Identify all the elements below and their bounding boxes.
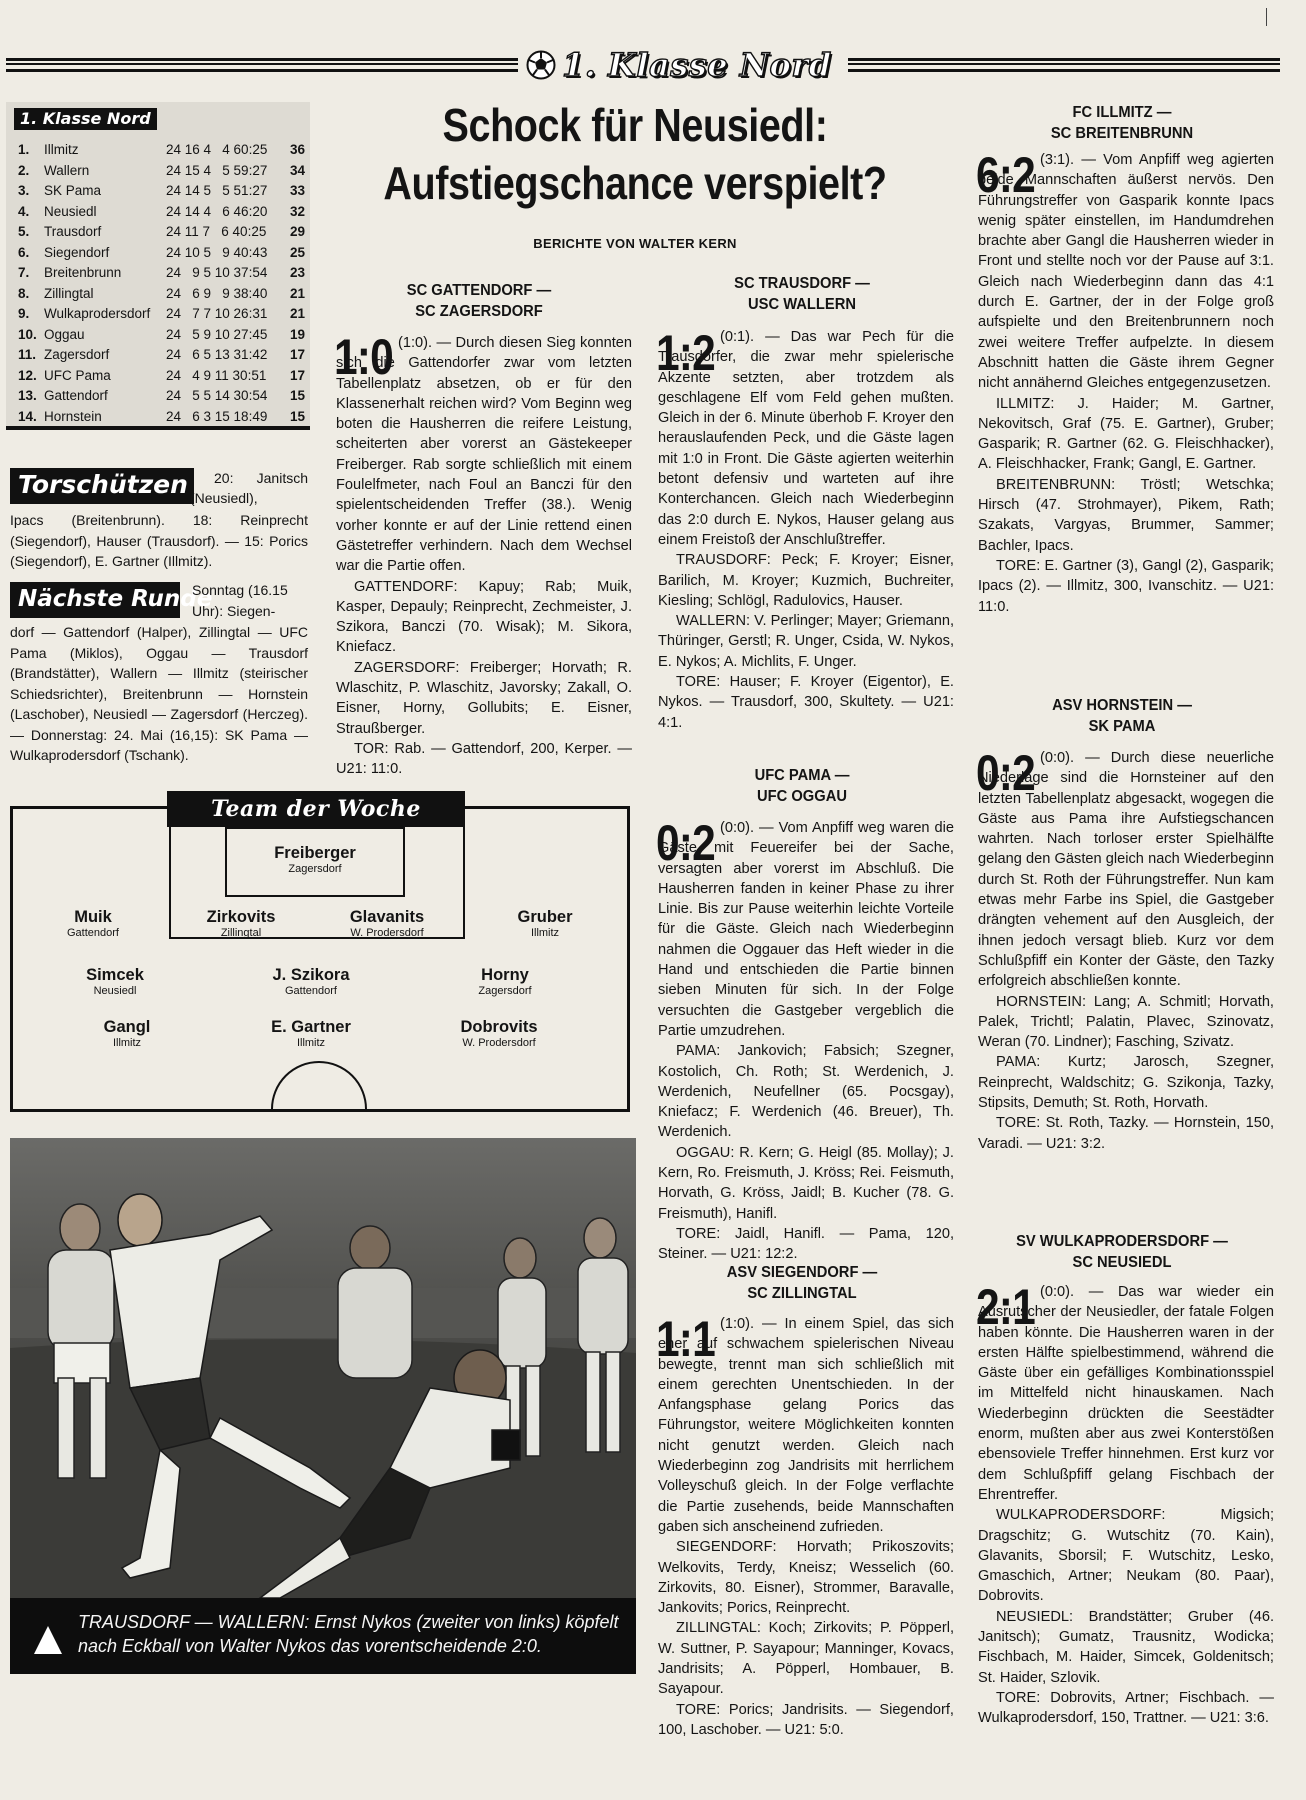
next-round-text: dorf — Gattendorf (Halper), Zillingtal — UFC Pama (Miklos), Oggau — Trausdorf (Brandstätter), Wallern — Illmitz (steirischer Schiedsrichter), Breitenbrunn — Hornstein (Laschober), Neusiedl — Zagersdorf (Herczeg). — Donnerstag: 24. Mai (16,15): SK Pama — Wulkaprodersdorf (Tschank).: [10, 624, 308, 763]
standings-stats: 24 6 5 13 31:42: [166, 347, 268, 362]
player-name: Muik: [74, 908, 112, 926]
standings-rank: 5.: [18, 224, 30, 239]
standings-team: SK Pama: [44, 183, 102, 198]
next-round-label: Nächste Runde: [10, 582, 180, 618]
standings-points: 17: [290, 347, 306, 362]
standings-points: 21: [290, 285, 306, 301]
match-goals: TORE: Hauser; F. Kroyer (Eigentor), E. Nykos. — Trausdorf, 300, Skultety. — U21: 4:1.: [658, 674, 954, 731]
standings-stats: 24 5 5 14 30:54: [166, 388, 268, 403]
section-banner: [6, 48, 1280, 82]
match-report-siegendorf: [656, 1311, 954, 1740]
standings-rank: 14.: [18, 408, 37, 424]
match-report-text: (3:1). — Vom Anpfiff weg agierten beide Mannschaften äußerst nervös. Den Führungstreffer von Gasparik konnte Ipacs wenig später einstellen, im Handumdrehen brachte aber Gangl die Hausherren wieder in Front und stellte noch vor der Pause auf 3:1. Gleich nach Wiederbeginn dann das 4:1 durch E. Gartner, der in der Folge groß aufspielte und den Breitenbrunnern noch zwei weitere Treffer aufpelzte. In diesem Abschnitt hatten die Gäste ihrem Gegner nicht annähernd Gleiches entgegenzusetzen.: [978, 152, 1274, 392]
match-goals: TORE: Porics; Jandrisits. — Siegendorf, 100, Laschober. — U21: 5:0.: [658, 1701, 954, 1738]
scorers-part2: Janitsch: [256, 470, 308, 486]
match-home: ASV SIEGENDORF —: [726, 1264, 878, 1281]
standings-title: 1. Klasse Nord: [14, 108, 157, 130]
standings-row: [18, 263, 308, 283]
player-name: Glavanits: [349, 908, 425, 926]
player-name: Freiberger: [274, 844, 356, 862]
player-club: Gattendorf: [67, 927, 119, 939]
standings-row: [18, 181, 308, 201]
byline: BERICHTE VON WALTER KERN: [533, 236, 737, 251]
player-club: Gattendorf: [285, 985, 337, 997]
match-report-text: (1:0). — In einem Spiel, das sich eher auf schwachem spielerischen Niveau bewegte, trennt man sich schließlich mit einem gerechten Unentschieden. In der Anfangsphase gelang Porics das Führungstor, weitere Möglichkeiten konnten nicht genutzt werden. Gleich nach Wiederbeginn zog Jandrisits mit herrlichem Volleyschuß gleich. In der Folge verflachte die Partie zusehends, beide Mannschaften gaben sich anscheinend zufrieden.: [658, 1316, 954, 1535]
standings-row: [18, 222, 308, 242]
standings-rank: 3.: [18, 183, 30, 198]
standings-team: Oggau: [44, 326, 85, 342]
match-lineup-away: ZAGERSDORF: Freiberger; Horvath; R. Wlaschitz, P. Wlaschitz, Javorsky; Zakall, O. Eisner, Horny, Gollubits; E. Eisner, Straußberger.: [336, 659, 632, 737]
match-report-trausdorf: [658, 327, 954, 733]
match-score: 1:2: [656, 325, 715, 381]
player-card: [235, 843, 395, 876]
standings-row: [18, 304, 308, 324]
standings-stats: 24 11 7 6 40:25: [166, 224, 267, 239]
standings-rank: 13.: [18, 388, 37, 403]
photo-caption: [10, 1598, 636, 1674]
player-club: W. Prodersdorf: [350, 927, 424, 939]
standings-team: UFC Pama: [44, 367, 111, 383]
next-round-side1: Sonntag (16.15: [192, 582, 288, 598]
standings-row: [18, 345, 308, 365]
player-name: Zirkovits: [206, 908, 276, 926]
player-card: [425, 965, 585, 998]
match-report-wulkaprodersdorf: [976, 1279, 1274, 1729]
next-round-side: [192, 580, 308, 621]
football-icon: [526, 50, 556, 80]
match-goals: TORE: Dobrovits, Artner; Fischbach. — Wulkaprodersdorf, 150, Trattner. — U21: 3:6.: [978, 1689, 1274, 1727]
match-home: ASV HORNSTEIN —: [1052, 697, 1192, 714]
scorers-part3: (Neusiedl),: [190, 490, 258, 506]
standings-stats: 24 14 5 5 51:27: [166, 183, 268, 198]
standings-points: 29: [290, 224, 306, 239]
match-title-siegendorf: [664, 1262, 940, 1304]
standings-rank: 10.: [18, 326, 37, 342]
next-round-side2: Uhr): Siegen-: [192, 602, 276, 619]
standings-team: Zillingtal: [44, 285, 94, 301]
match-away: USC WALLERN: [748, 296, 856, 313]
player-club: Illmitz: [296, 1037, 326, 1049]
match-home: FC ILLMITZ —: [1072, 104, 1172, 121]
photo-caption-text: TRAUSDORF — WALLERN: Ernst Nykos (zweiter von links) köpfelt nach Eckball von Walter Nykos das vorentscheidende 2:0.: [78, 1612, 619, 1656]
match-score: 1:0: [334, 329, 393, 385]
team-of-week-label: Team der Woche: [167, 791, 465, 827]
standings-row: [18, 386, 308, 406]
section-title: 1. Klasse Nord: [562, 46, 832, 84]
match-home: UFC PAMA —: [754, 767, 850, 784]
standings-row: [18, 407, 308, 427]
player-name: Dobrovits: [460, 1018, 538, 1036]
match-lineup-home: TRAUSDORF: Peck; F. Kroyer; Eisner, Barilich, M. Kroyer; Kuzmich, Buchreiter, Kiesling; Schlögl, Radulovics, Hauser.: [658, 552, 954, 609]
team-of-week-pitch: [10, 796, 630, 1112]
match-lineup-home: ILLMITZ: J. Haider; M. Gartner, Nekovitsch, Graf (75. E. Gartner), Gruber; Gasparik; R. Gartner (62. G. Fleischhacker), A. Fleischhacker, Frank; Gangl, E. Gartner.: [978, 395, 1274, 473]
standings-team: Breitenbrunn: [44, 265, 122, 280]
player-club: Zillingtal: [220, 927, 262, 939]
standings-team: Wallern: [44, 162, 90, 178]
standings-row: [18, 366, 308, 386]
triangle-up-icon: [34, 1626, 62, 1654]
standings-row: [18, 325, 308, 345]
match-title-trausdorf: [664, 273, 940, 315]
standings-stats: 24 9 5 10 37:54: [166, 265, 268, 280]
match-report-text: (0:1). — Das war Pech für die Trausdorfer, die zwar mehr spielerische Akzente setzten, aber trotzdem als geschlagene Elf vom Feld gehen mußten. Gleich in der 6. Minute überhob F. Kroyer den herauslaufenden Peck, und die Gäste lagen mit 1:0 in Front. Die Gäste agierten weiterhin betont defensiv und warteten auf ihre Konterchancen. Gleich nach Wiederbeginn das 2:0 durch E. Nykos, Hauser gelang aus einem Freistoß der Anschlußtreffer.: [658, 329, 954, 548]
match-score: 6:2: [976, 147, 1035, 203]
standings-rank: 8.: [18, 285, 30, 301]
match-lineup-away: NEUSIEDL: Brandstätter; Gruber (46. Janitsch); Gumatz, Trausnitz, Wodicka; Fischbach, M. Haider, Simcek, Goldenitsch; St. Haider, Szlovik.: [978, 1608, 1274, 1686]
standings-points: 23: [290, 265, 306, 280]
match-lineup-home: GATTENDORF: Kapuy; Rab; Muik, Kasper, Depauly; Reinprecht, Zechmeister, J. Szikora, Banczi (70. Wisak); M. Sikora, Kniefacz.: [336, 578, 632, 656]
match-report-illmitz: [976, 147, 1274, 617]
standings-rank: 7.: [18, 265, 30, 280]
standings-stats: 24 15 4 5 59:27: [166, 162, 268, 178]
match-away: SC NEUSIEDL: [1072, 1254, 1172, 1271]
standings-stats: 24 5 9 10 27:45: [166, 326, 268, 342]
match-lineup-away: WALLERN: V. Perlinger; Mayer; Griemann, Thüringer, Gerstl; R. Unger, Csida, W. Nykos, E. Nykos; A. Michlits, F. Unger.: [658, 613, 954, 670]
player-name: Simcek: [86, 966, 144, 984]
standings-stats: 24 6 9 9 38:40: [166, 285, 268, 301]
match-title-illmitz: [984, 102, 1260, 144]
player-name: Horny: [481, 966, 529, 984]
standings-row: [18, 140, 308, 160]
player-club: Zagersdorf: [288, 863, 342, 875]
standings-stats: 24 7 7 10 26:31: [166, 306, 268, 321]
match-lineup-away: ZILLINGTAL: Koch; Zirkovits; P. Pöpperl, W. Suttner, P. Sayapour; Manninger, Kovacs, Jandrisits; A. Pöpperl, Hombauer, B. Sayapour.: [658, 1620, 954, 1698]
standings-points: 17: [290, 367, 306, 383]
match-report-hornstein: [976, 745, 1274, 1154]
match-away: SC BREITENBRUNN: [1050, 125, 1194, 142]
match-score: 1:1: [656, 1311, 715, 1367]
player-club: Neusiedl: [93, 985, 137, 997]
match-report-text: (1:0). — Durch diesen Sieg konnten sich die Gattendorfer zwar vom letzten Tabellenplatz absetzen, ob er für den Klassenerhalt reichen wird? Vom Beginn weg boten die Hausherren die reifere Leistung, scheiterten aber vorerst an Gästekeeper Freiberger. Rab sorgte schließlich mit einem Foulelfmeter, nach Foul an Banczi für den spielentscheidenden Treffer (38.). Wenig vorher konnte er auf der Linie rettend einen Gästetreffer verhindern. Nach dem Wechsel war die Partie offen.: [336, 335, 632, 575]
standings-rank: 6.: [18, 244, 30, 260]
player-card: [231, 965, 391, 998]
match-home: SC GATTENDORF —: [406, 282, 552, 299]
standings-rank: 11.: [18, 347, 37, 362]
standings-points: 21: [290, 306, 306, 321]
scorers-label: Torschützen: [10, 468, 194, 504]
player-card: [231, 1017, 391, 1050]
match-report-text: (0:0). — Vom Anpfiff weg waren die Gäste mit Feuereifer bei der Sache, versagten aber vorerst im Abschluß. Die Hausherren fanden in keiner Phase zu ihrer Linie. Bis zur Pause weiterhin leichte Vorteile für die Gäste. Gleich nach Wiederbeginn nahmen die Oggauer das Heft wieder in die Hand und entschieden die Partie binnen sieben Minuten für sich. In der Folge versuchten die Gastgeber vergeblich die Partie umzudrehen.: [658, 820, 954, 1039]
match-goals: TOR: Rab. — Gattendorf, 200, Kerper. — U21: 11:0.: [336, 740, 632, 778]
player-club: Illmitz: [530, 927, 560, 939]
match-away: SC ZILLINGTAL: [747, 1285, 857, 1302]
match-report-text: (0:0). — Durch diese neuerliche Niederlage sind die Hornsteiner auf den letzten Tabellenplatz abgesackt, wogegen die Gäste aus Pama ihre Aufstiegschancen wahrten. Nach torloser erster Spielhälfte gelang den Gästen gleich nach Wiederbeginn durch St. Roth der Führungstreffer. Nun kam etwas mehr Farbe ins Spiel, die Gastgeber drängten vehement auf den Ausgleich, der ihnen jedoch versagt blieb. Kurz vor dem Schlußpfiff ein Konter der Gäste, den Tazky erfolgreich abschließen konnte.: [978, 750, 1274, 990]
standings-stats: 24 6 3 15 18:49: [166, 408, 268, 424]
headline-line2: Aufstiegschance verspielt?: [383, 157, 887, 209]
match-lineup-home: HORNSTEIN: Lang; A. Schmitl; Horvath, Palek, Trichtl; Palatin, Plavec, Szinovatz, Weran (70. Lindner); Fasching, Szivatz.: [978, 993, 1274, 1051]
scorers-rank-top: [214, 468, 308, 489]
standings-team: Hornstein: [44, 408, 102, 424]
player-club: Zagersdorf: [478, 985, 532, 997]
standings-points: 36: [290, 142, 306, 157]
player-name: Gangl: [103, 1018, 151, 1036]
player-card: [47, 1017, 207, 1050]
player-club: W. Prodersdorf: [462, 1037, 536, 1049]
player-name: J. Szikora: [272, 966, 350, 984]
standings-stats: 24 14 4 6 46:20: [166, 203, 268, 219]
standings-row: [18, 202, 308, 222]
standings-team: Gattendorf: [44, 388, 108, 403]
match-lineup-home: SIEGENDORF: Horvath; Prikoszovits; Welkovits, Terdy, Kneisz; Wesselich (60. Zirkovits, 80. Eisner), Strommer, Baravalle, Jankovits; Porics, Reinprecht.: [658, 1539, 954, 1617]
match-lineup-away: BREITENBRUNN: Tröstl; Wetschka; Hirsch (47. Strohmayer), Pikem, Rath; Szakats, Vargyas, Brummer, Sammer; Bachler, Ipacs.: [978, 476, 1274, 554]
player-card: [419, 1017, 579, 1050]
corner-mark: [1266, 8, 1270, 26]
match-title-pama: [664, 765, 940, 807]
standings-rank: 12.: [18, 367, 37, 383]
scorers-part1: 20:: [214, 470, 234, 486]
banner-rule-right: [848, 58, 1280, 72]
standings-points: 19: [290, 326, 306, 342]
match-score: 0:2: [976, 745, 1035, 801]
match-lineup-home: WULKAPRODERSDORF: Migsich; Dragschitz; G. Wutschitz (70. Kain), Glavanits, Sborsil; F. Wutschitz, Lesko, Gmaschich, Artner; Neukam (80. Paar), Dobrovits.: [978, 1507, 1274, 1605]
standings-team: Zagersdorf: [44, 347, 110, 362]
match-away: UFC OGGAU: [757, 788, 847, 805]
banner-rule-left: [6, 58, 518, 72]
match-away: SC ZAGERSDORF: [415, 303, 543, 320]
headline: [373, 96, 898, 212]
standings-points: 33: [290, 183, 306, 198]
match-report-pama: [656, 815, 954, 1265]
standings-points: 25: [290, 244, 306, 260]
standings-stats: 24 10 5 9 40:43: [166, 244, 268, 260]
match-score: 0:2: [656, 815, 715, 871]
player-name: Gruber: [517, 908, 573, 926]
player-club: Illmitz: [112, 1037, 142, 1049]
standings-team: Illmitz: [44, 142, 79, 157]
standings-row: [18, 284, 308, 304]
match-photo: [10, 1138, 636, 1674]
standings-row: [18, 161, 308, 181]
standings-stats: 24 4 9 11 30:51: [166, 367, 267, 383]
match-lineup-home: PAMA: Jankovich; Fabsich; Szegner, Kostolich, Ch. Roth; St. Werdenich, J. Werdenich, Neufellner (65. Pocsgay), Kniefacz; F. Werdenich (46. Breuer), Th. Werdenich.: [658, 1043, 954, 1141]
player-card: [35, 965, 195, 998]
match-home: SC TRAUSDORF —: [734, 275, 870, 292]
match-home: SV WULKAPRODERSDORF —: [1016, 1233, 1228, 1250]
standings-table: [6, 102, 310, 430]
standings-points: 15: [290, 388, 306, 403]
player-card: [13, 907, 173, 940]
player-card: [307, 907, 467, 940]
match-goals: TORE: St. Roth, Tazky. — Hornstein, 150, Varadi. — U21: 3:2.: [978, 1115, 1274, 1152]
match-lineup-away: PAMA: Kurtz; Jarosch, Szegner, Reinprecht, Waldschitz; G. Szikonja, Tazky, Stipsits, Demuth; St. Roth, Horvath.: [978, 1054, 1274, 1112]
standings-team: Siegendorf: [44, 244, 110, 260]
headline-line1: Schock für Neusiedl:: [442, 99, 828, 151]
match-score: 2:1: [976, 1279, 1035, 1335]
player-card: [465, 907, 625, 940]
match-goals: TORE: E. Gartner (3), Gangl (2), Gasparik; Ipacs (2). — Illmitz, 300, Ivanschitz. — U21: 11:0.: [978, 557, 1274, 615]
standings-team: Trausdorf: [44, 224, 102, 239]
match-report-gattendorf: [334, 329, 632, 780]
scorers-text: Ipacs (Breitenbrunn). 18: Reinprecht (Siegendorf), Hauser (Trausdorf). — 15: Porics (Siegendorf), E. Gartner (Illmitz).: [10, 512, 308, 569]
standings-points: 32: [290, 203, 306, 219]
match-title-gattendorf: [346, 280, 613, 322]
standings-team: Wulkaprodersdorf: [44, 306, 151, 321]
standings-team: Neusiedl: [44, 203, 97, 219]
standings-row: [18, 243, 308, 263]
standings-rank: 9.: [18, 306, 30, 321]
match-away: SK PAMA: [1088, 718, 1156, 735]
standings-rank: 1.: [18, 142, 30, 157]
standings-points: 34: [290, 162, 306, 178]
match-lineup-away: OGGAU: R. Kern; G. Heigl (85. Mollay); J. Kern, Ro. Freismuth, J. Kröss; Rei. Feismuth, Horvath, G. Kröss, Jaidl; B. Kucher (78. G. Freismuth), Hanifl.: [658, 1144, 954, 1222]
match-title-hornstein: [984, 695, 1260, 737]
football-players-illustration: [10, 1138, 636, 1598]
match-report-text: (0:0). — Das war wieder ein Ausrutscher der Neusiedler, der fatale Folgen haben könnte. Die Hausherren waren in der ersten Hälfte spielbestimmend, während die Gäste über ein gefälliges Kombinationsspiel im Mittelfeld nicht hinauskamen. Nach Wiederbeginn drückten die Seestädter enorm, mußten aber aus zwei Konterstößen ebensoviele Treffer hinnehmen. Erst kurz vor dem Schlußpfiff gelang Fischbach der Ehrentreffer.: [978, 1284, 1274, 1503]
standings-points: 15: [290, 408, 306, 424]
player-name: E. Gartner: [271, 1018, 351, 1036]
penalty-arc: [271, 1061, 367, 1109]
match-title-wulkaprodersdorf: [984, 1231, 1260, 1273]
standings-rank: 4.: [18, 203, 30, 219]
standings-rank: 2.: [18, 162, 30, 178]
match-goals: TORE: Jaidl, Hanifl. — Pama, 120, Steiner. — U21: 12:2.: [658, 1225, 954, 1263]
player-card: [161, 907, 321, 940]
standings-stats: 24 16 4 4 60:25: [166, 142, 268, 157]
